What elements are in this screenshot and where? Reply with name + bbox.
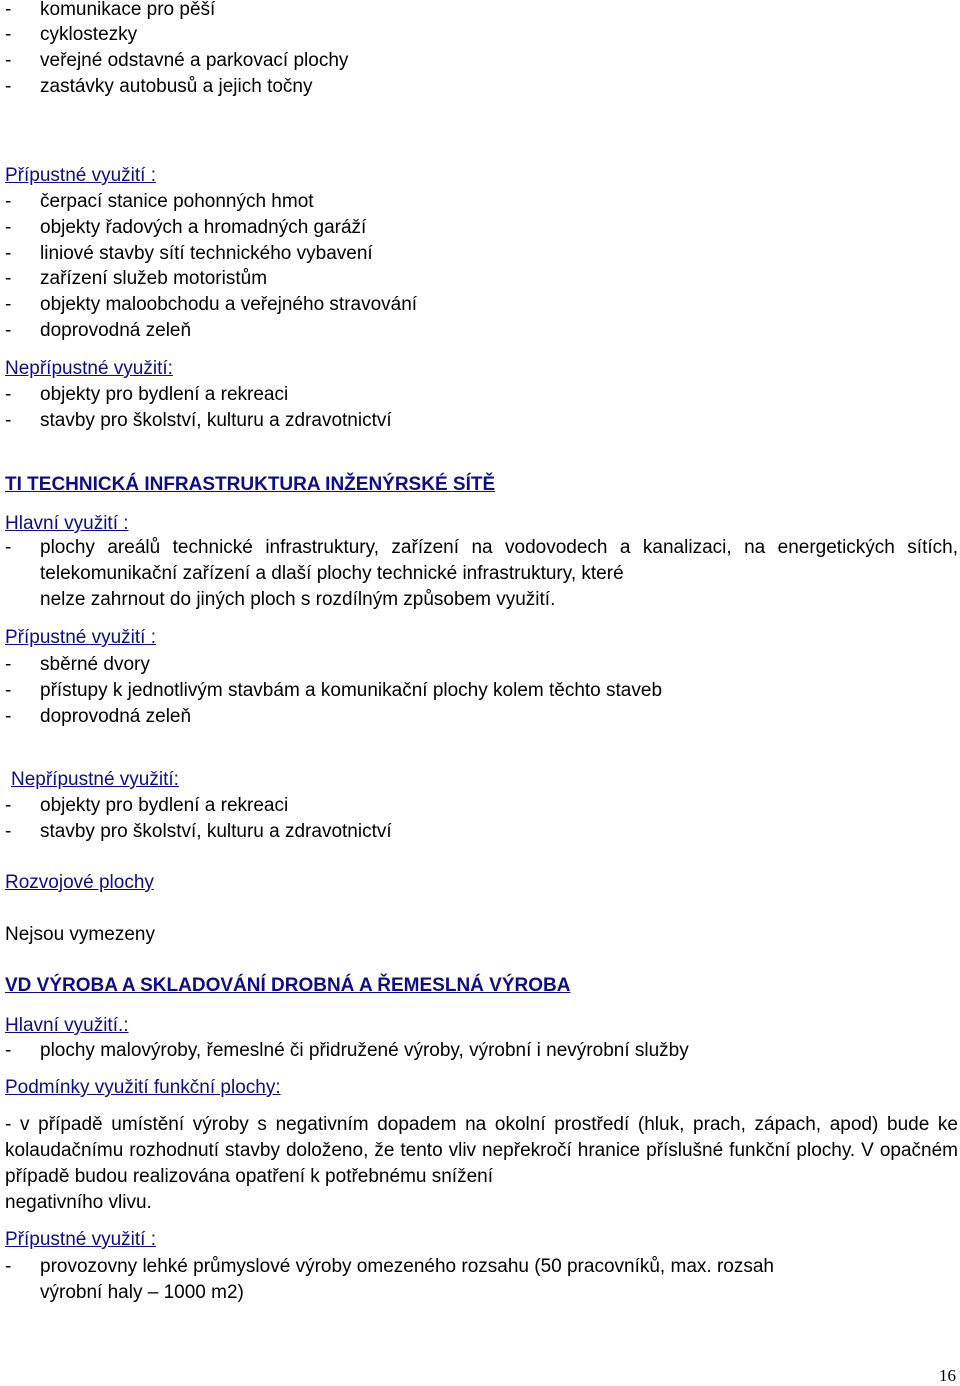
list-item: přístupy k jednotlivým stavbám a komunikační plochy kolem těchto staveb [40, 680, 663, 701]
list-item: zařízení služeb motoristům [40, 268, 268, 289]
list-item: zastávky autobusů a jejich točny [40, 76, 313, 97]
dash: - [5, 24, 12, 45]
list-item: plochy malovýroby, řemeslné či přidružené výroby, výrobní i nevýrobní služby [40, 1040, 689, 1061]
list-item: doprovodná zeleň [40, 320, 192, 341]
section-heading-main-use: Hlavní využití.: [5, 1015, 129, 1036]
dash: - [5, 1040, 12, 1061]
section-heading-permitted: Přípustné využití : [5, 627, 157, 648]
development-text: Nejsou vymezeny [5, 924, 155, 945]
list-item: stavby pro školství, kulturu a zdravotnictví [40, 410, 392, 431]
dash: - [5, 76, 12, 97]
list-item: objekty pro bydlení a rekreaci [40, 795, 289, 816]
section-heading-conditions: Podmínky využití funkční plochy: [5, 1077, 281, 1098]
paragraph-permitted [40, 1254, 958, 1306]
section-title-ti: TI TECHNICKÁ INFRASTRUKTURA INŽENÝRSKÉ SÍTĚ [5, 474, 496, 495]
section-heading-development: Rozvojové plochy [5, 872, 154, 893]
page-number: 16 [939, 1366, 956, 1385]
list-item: komunikace pro pěší [40, 0, 216, 20]
dash: - [5, 268, 12, 289]
dash: - [5, 654, 12, 675]
section-title-vd: VD VÝROBA A SKLADOVÁNÍ DROBNÁ A ŘEMESLNÁ VÝROBA [5, 975, 571, 996]
list-item: objekty pro bydlení a rekreaci [40, 384, 289, 405]
dash: - [5, 191, 12, 212]
dash: - [5, 217, 12, 238]
list-item: objekty řadových a hromadných garáží [40, 217, 367, 238]
dash: - [5, 294, 12, 315]
dash: - [5, 0, 12, 20]
section-heading-forbidden: Nepřípustné využití: [5, 358, 173, 379]
dash: - [5, 821, 12, 842]
section-heading-permitted: Přípustné využití : [5, 1229, 157, 1250]
paragraph-text: - v případě umístění výroby s negativním dopadem na okolní prostředí (hluk, prach, zápach, apod) bude ke kolaudačnímu rozhodnutí stavby doloženo, že tento vliv nepřekročí hranice příslušné funkční plochy. V opačném případě budou realizována opatření k potřebnému snížení [5, 1114, 958, 1187]
section-heading-permitted: Přípustné využití : [5, 165, 157, 186]
list-item: objekty maloobchodu a veřejného stravování [40, 294, 418, 315]
list-item: veřejné odstavné a parkovací plochy [40, 50, 349, 71]
dash: - [5, 795, 12, 816]
paragraph-text: provozovny lehké průmyslové výroby omezeného rozsahu (50 pracovníků, max. rozsah [40, 1256, 774, 1277]
dash: - [5, 1256, 12, 1277]
dash: - [5, 243, 12, 264]
dash: - [5, 320, 12, 341]
list-item: doprovodná zeleň [40, 706, 192, 727]
list-item: čerpací stanice pohonných hmot [40, 191, 314, 212]
paragraph-text-last: negativního vlivu. [5, 1192, 152, 1213]
list-item: liniové stavby sítí technického vybavení [40, 243, 373, 264]
paragraph-text-last: nelze zahrnout do jiných ploch s rozdílným způsobem využití. [40, 589, 556, 610]
paragraph-text-last: výrobní haly – 1000 m2) [40, 1282, 244, 1303]
paragraph-conditions [5, 1112, 958, 1216]
section-heading-main-use: Hlavní využití : [5, 513, 129, 534]
paragraph-main-use [40, 535, 958, 613]
list-item: stavby pro školství, kulturu a zdravotnictví [40, 821, 392, 842]
dash: - [5, 384, 12, 405]
section-heading-forbidden: Nepřípustné využití: [11, 769, 179, 790]
dash: - [5, 50, 12, 71]
dash: - [5, 410, 12, 431]
list-item: sběrné dvory [40, 654, 150, 675]
list-item: cyklostezky [40, 24, 138, 45]
dash: - [5, 706, 12, 727]
dash: - [5, 680, 12, 701]
dash: - [5, 537, 12, 558]
paragraph-text: plochy areálů technické infrastruktury, zařízení na vodovodech a kanalizaci, na energetických sítích, telekomunikační zařízení a dlaší plochy technické infrastruktury, které [40, 537, 958, 584]
